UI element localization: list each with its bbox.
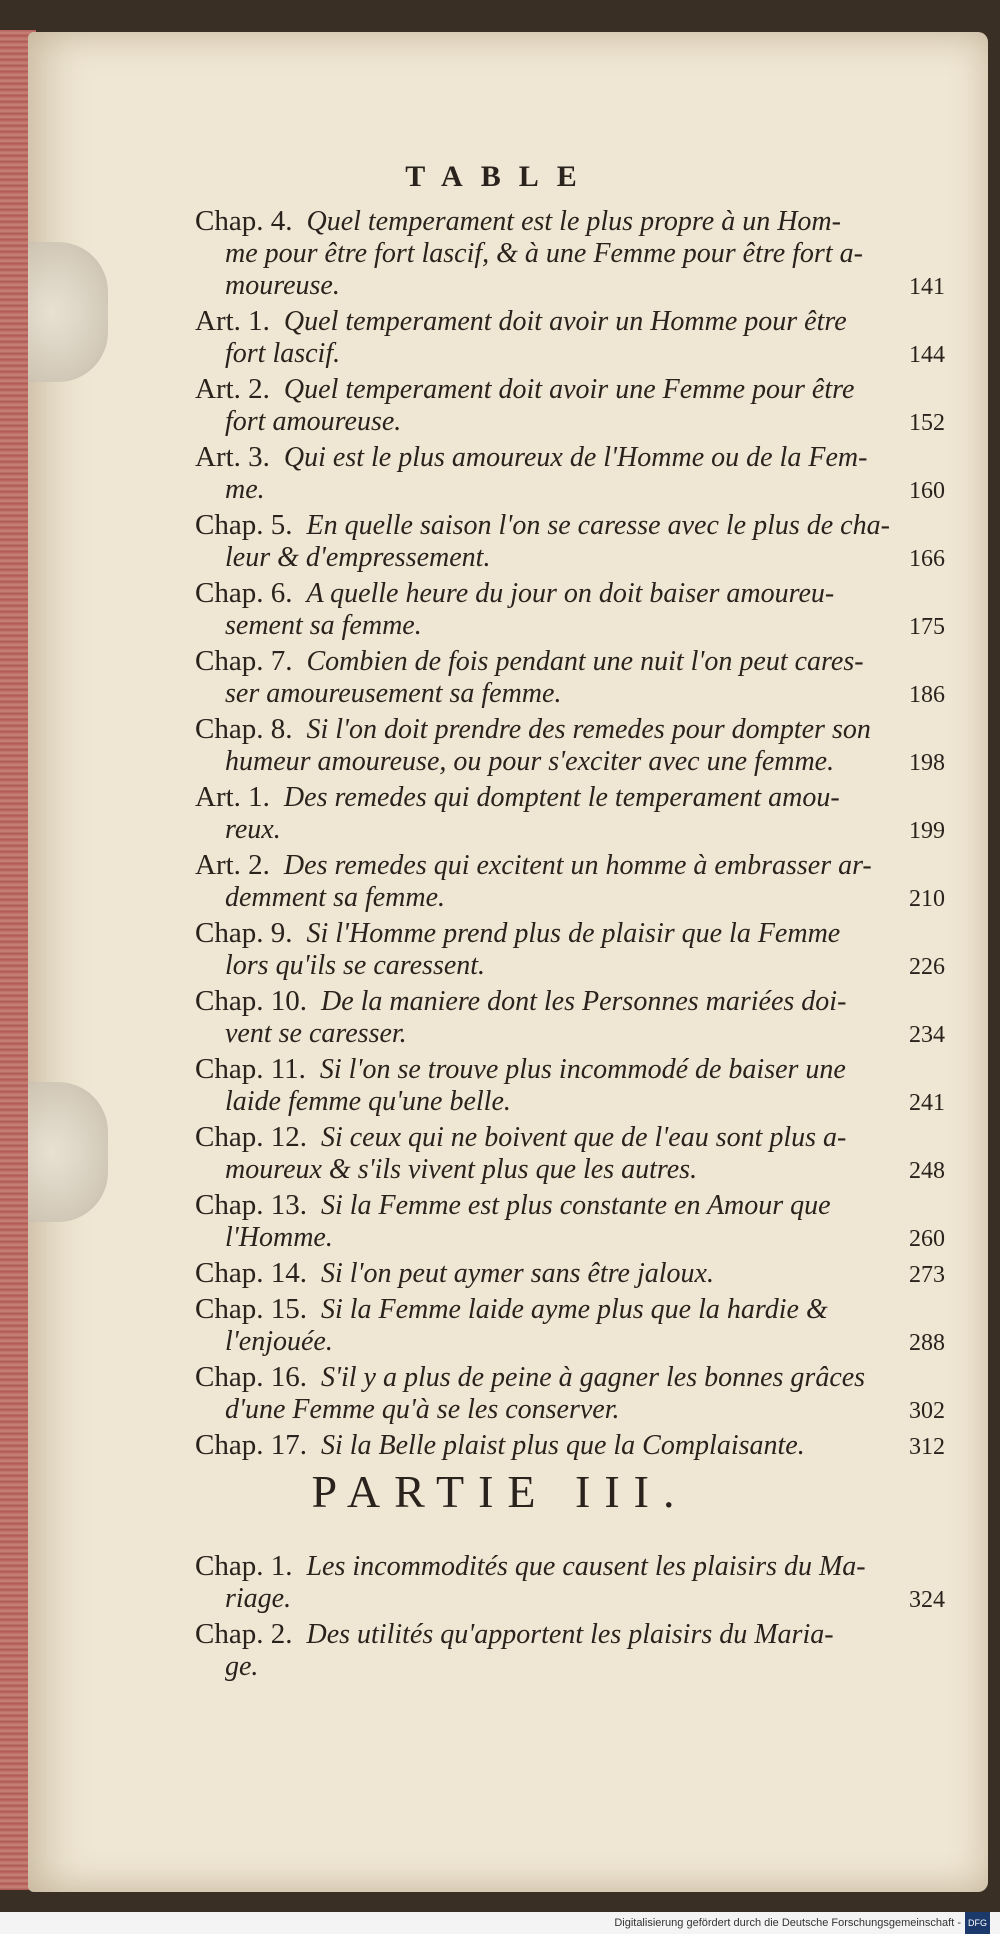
entry-label: Art. 2. [195,373,270,405]
entry-label: Chap. 11. [195,1053,306,1085]
part-heading: PARTIE III. [311,1466,689,1517]
toc-entry [195,1189,945,1255]
entry-title-line-3: moureuse. [225,270,340,301]
entry-title-line-2: lors qu'ils se caressent. [225,950,486,981]
entry-label: Art. 1. [195,305,270,337]
toc-entry [195,849,945,915]
toc-entry [195,1257,945,1291]
entry-page-number: 234 [909,1022,945,1048]
dfg-logo-icon: DFG [965,1912,990,1934]
entry-title-line-1: A quelle heure du jour on doit baiser amoureu- [306,578,835,609]
entry-title-line-2: humeur amoureuse, ou pour s'exciter avec une femme. [225,746,835,777]
entry-title-line-1: En quelle saison l'on se caresse avec le plus de cha- [306,510,890,541]
entry-label: Chap. 8. [195,713,293,745]
entry-label: Chap. 1. [195,1550,293,1582]
entry-page-number: 241 [909,1090,945,1116]
entry-page-number: 226 [909,954,945,980]
entry-page-number: 144 [909,342,945,368]
entry-title-line-2: fort lascif. [225,338,341,369]
entry-title-line-2: fort amoureuse. [225,406,402,437]
entry-label: Chap. 9. [195,917,293,949]
entry-page-number: 324 [909,1587,945,1613]
entry-label: Chap. 10. [195,985,307,1017]
toc-entry [195,917,945,983]
toc-entry [195,205,945,303]
entry-title-line-1: Si l'on se trouve plus incommodé de baiser une [319,1054,846,1085]
toc-entry [195,1550,945,1616]
entry-page-number: 186 [909,682,945,708]
entry-label: Chap. 6. [195,577,293,609]
toc-entry [195,1121,945,1187]
toc-entry [195,781,945,847]
entry-label: Chap. 7. [195,645,293,677]
entry-title-line-2: ge. [225,1651,259,1682]
toc-entry [195,713,945,779]
entry-label: Chap. 12. [195,1121,307,1153]
entry-title-line-1: Des remedes qui excitent un homme à embrasser ar- [283,850,872,881]
toc-entry [195,1053,945,1119]
entry-title-line-1: Des remedes qui domptent le temperament amou- [283,782,840,813]
entry-title-line-2: vent se caresser. [225,1018,407,1049]
entry-title-line-2: leur & d'empressement. [225,542,491,573]
entry-page-number: 160 [909,478,945,504]
entry-title-line-1: Quel temperament est le plus propre à un Hom- [306,206,841,237]
entry-label: Art. 3. [195,441,270,473]
entry-label: Chap. 2. [195,1618,293,1650]
toc-entry [195,1361,945,1427]
entry-label: Chap. 17. [195,1429,307,1461]
entry-title-line-1: Si l'on doit prendre des remedes pour dompter son [306,714,871,745]
toc-entry [195,1429,945,1463]
entry-title-line-1: Quel temperament doit avoir un Homme pour être [283,306,847,337]
toc-entry [195,577,945,643]
entry-page-number: 141 [909,274,945,300]
running-head: TABLE [405,160,595,193]
toc-entry [195,1618,945,1683]
entry-label: Art. 2. [195,849,270,881]
entry-page-number: 199 [909,818,945,844]
entry-page-number: 166 [909,546,945,572]
entry-page-number: 210 [909,886,945,912]
entry-title-line-2: laide femme qu'une belle. [225,1086,511,1117]
toc-entry [195,373,945,439]
toc-entry [195,1293,945,1359]
table-of-contents-part-3 [195,1550,945,1685]
entry-title-line-2: sement sa femme. [225,610,422,641]
entry-page-number: 248 [909,1158,945,1184]
entry-title-line-2: ser amoureusement sa femme. [225,678,562,709]
entry-title-line-1: Si l'Homme prend plus de plaisir que la Femme [306,918,841,949]
table-of-contents [195,205,945,1465]
footer-text: Digitalisierung gefördert durch die Deutsche Forschungsgemeinschaft - [614,1917,961,1929]
entry-title-line-1: De la maniere dont les Personnes mariées doi- [320,986,847,1017]
entry-label: Art. 1. [195,781,270,813]
entry-label: Chap. 16. [195,1361,307,1393]
entry-title-line-1: Si ceux qui ne boivent que de l'eau sont plus a- [320,1122,847,1153]
toc-entry [195,441,945,507]
entry-title-line-2: reux. [225,814,281,845]
entry-title-line-1: Si la Femme laide ayme plus que la hardie & [320,1294,828,1325]
toc-entry [195,985,945,1051]
entry-page-number: 312 [909,1434,945,1460]
entry-title-line-2: demment sa femme. [225,882,446,913]
entry-title: Si la Belle plaist plus que la Complaisante. [320,1430,805,1461]
entry-title-line-2: me. [225,474,265,505]
entry-label: Chap. 13. [195,1189,307,1221]
entry-page-number: 175 [909,614,945,640]
entry-label: Chap. 14. [195,1257,307,1289]
entry-title-line-1: Qui est le plus amoureux de l'Homme ou de la Fem- [283,442,868,473]
entry-title-line-1: Quel temperament doit avoir une Femme pour être [283,374,855,405]
entry-page-number: 273 [909,1262,945,1288]
page-tab-marker-lower [28,1082,108,1222]
entry-title-line-2: l'enjouée. [225,1326,333,1357]
entry-label: Chap. 15. [195,1293,307,1325]
entry-page-number: 152 [909,410,945,436]
toc-entry [195,509,945,575]
entry-page-number: 198 [909,750,945,776]
entry-title-line-2: d'une Femme qu'à se les conserver. [225,1394,620,1425]
entry-title-line-1: Des utilités qu'apportent les plaisirs du Maria- [306,1619,834,1650]
entry-page-number: 302 [909,1398,945,1424]
entry-title-line-2: l'Homme. [225,1222,333,1253]
entry-label: Chap. 4. [195,205,293,237]
entry-page-number: 288 [909,1330,945,1356]
entry-label: Chap. 5. [195,509,293,541]
toc-entry [195,305,945,371]
entry-title-line-2: riage. [225,1583,292,1614]
entry-title-line-1: Les incommodités que causent les plaisirs du Ma- [306,1551,866,1582]
entry-title-line-2: moureux & s'ils vivent plus que les autres. [225,1154,698,1185]
digitization-footer [0,1912,1000,1934]
entry-page-number: 260 [909,1226,945,1252]
page-tab-marker-upper [28,242,108,382]
entry-title: Si l'on peut aymer sans être jaloux. [320,1258,714,1289]
toc-entry [195,645,945,711]
entry-title-line-1: Si la Femme est plus constante en Amour que [320,1190,831,1221]
entry-title-line-1: Combien de fois pendant une nuit l'on peut cares- [306,646,864,677]
entry-title-line-1: S'il y a plus de peine à gagner les bonnes grâces [320,1362,866,1393]
entry-title-line-2: me pour être fort lascif, & à une Femme pour être fort a- [225,238,863,269]
